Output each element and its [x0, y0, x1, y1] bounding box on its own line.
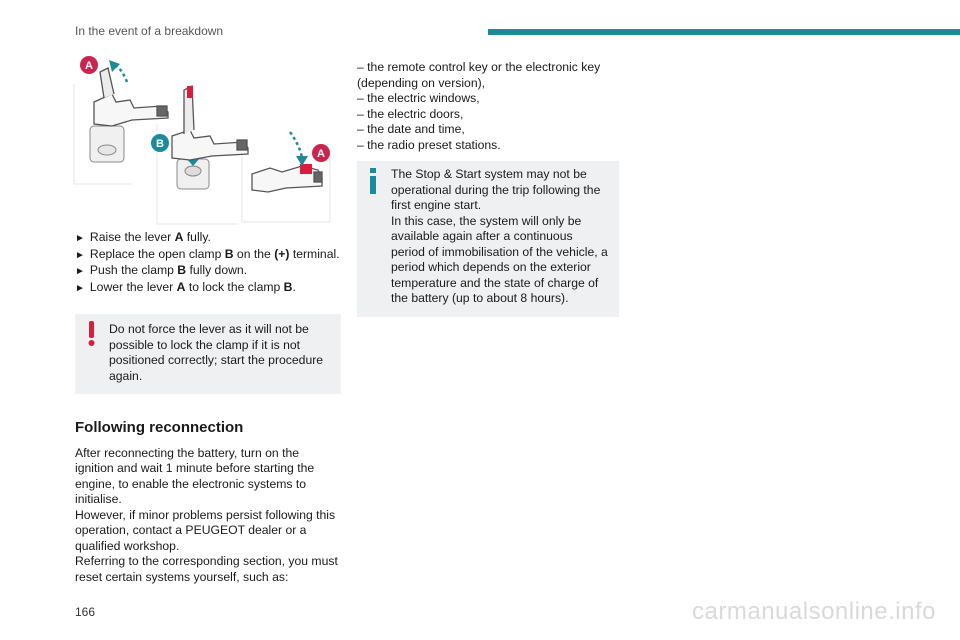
- list-item: – the electric doors,: [357, 106, 464, 121]
- paragraph-1: After reconnecting the battery, turn on the ignition and wait 1 minute before starting the engine, to enable the electronic systems to initialise.: [75, 445, 315, 506]
- list-item: – the date and time,: [357, 122, 465, 136]
- battery-clamp-illustration: [72, 54, 342, 226]
- clamp-locked-icon: [252, 164, 322, 192]
- warning-box: [75, 314, 341, 394]
- paragraph-3: Referring to the corresponding section, you must reset certain systems yourself, such as:: [75, 554, 338, 584]
- clamp-on-terminal-icon: [172, 86, 248, 160]
- left-column: [75, 230, 341, 585]
- terminal-post-left-icon: [90, 126, 124, 162]
- section-heading: Following reconnection: [75, 419, 244, 436]
- watermark: carmanualsonline.info: [692, 598, 936, 625]
- play-arrow-icon: ►: [75, 233, 85, 244]
- label-a-top: [80, 56, 98, 74]
- svg-text:A: A: [317, 148, 325, 160]
- exclamation-icon: [86, 321, 98, 352]
- step-4: ► Lower the lever A to lock the clamp B.: [75, 279, 296, 294]
- info-icon: [368, 168, 378, 199]
- step-3: ► Push the clamp B fully down.: [75, 263, 248, 277]
- label-b-mid: [151, 134, 169, 152]
- page-number: 166: [75, 605, 96, 619]
- right-column: [357, 60, 619, 317]
- header-accent-bar: [488, 29, 960, 35]
- play-arrow-icon: ►: [75, 266, 85, 277]
- paragraph-2: However, if minor problems persist following this operation, contact a PEUGEOT dealer or a qualified workshop.: [75, 507, 336, 553]
- list-item: – the electric windows,: [357, 91, 480, 105]
- play-arrow-icon: ►: [75, 249, 85, 261]
- play-arrow-icon: ►: [75, 282, 85, 294]
- info-text-1: The Stop & Start system may not be operational during the trip following the first engine start.: [391, 167, 601, 212]
- step-1: ► Raise the lever A fully.: [75, 230, 211, 244]
- info-box: [357, 161, 619, 317]
- list-item: – the radio preset stations.: [357, 137, 501, 152]
- section-header: In the event of a breakdown: [75, 24, 224, 38]
- list-item: – the remote control key or the electronic key (depending on version),: [357, 60, 601, 90]
- clamp-lever-raised-icon: [94, 68, 168, 126]
- svg-text:B: B: [156, 138, 164, 150]
- label-a-right: [312, 144, 330, 162]
- warning-text: Do not force the lever as it will not be possible to lock the clamp if it is not positioned correctly; start the procedure again.: [109, 322, 324, 383]
- info-text-2: In this case, the system will only be available again after a continuous period of immobilisation of the vehicle, a period which depends on the exterior temperature and the state of charge of the battery (up to about 8 hours).: [391, 213, 608, 305]
- svg-text:A: A: [85, 60, 93, 72]
- step-2: ► Replace the open clamp B on the (+) terminal.: [75, 246, 340, 261]
